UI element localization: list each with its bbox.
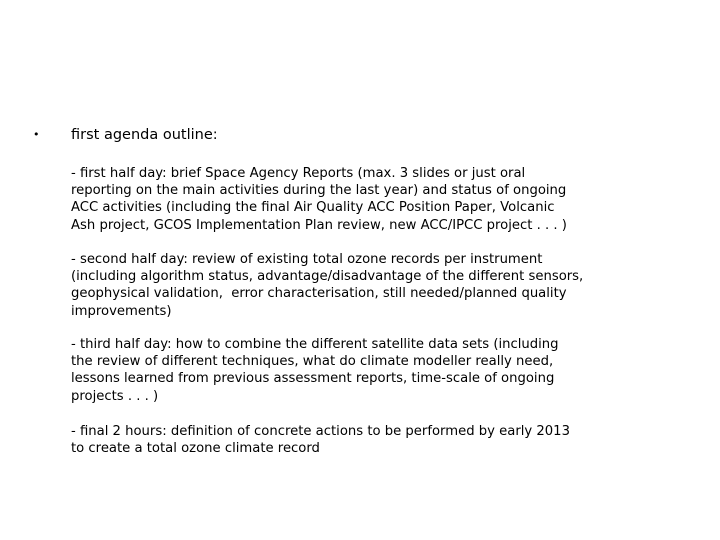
text-line: ACC activities (including the final Air Quality ACC Position Paper, Volcanic xyxy=(71,200,555,216)
text-line: geophysical validation, error characterisation, still needed/planned quality xyxy=(71,286,567,302)
text-line: (including algorithm status, advantage/disadvantage of the different sensors, xyxy=(71,269,584,285)
text-line: - third half day: how to combine the different satellite data sets (including xyxy=(71,337,559,352)
agenda-item-first-half-day xyxy=(71,165,711,234)
agenda-item-second-half-day xyxy=(71,251,711,320)
agenda-heading: first agenda outline: xyxy=(71,127,218,143)
text-line: - final 2 hours: definition of concrete actions to be performed by early 2013 xyxy=(71,424,570,439)
agenda-item-third-half-day xyxy=(71,336,711,405)
text-line: improvements) xyxy=(71,303,172,319)
text-line: projects . . . ) xyxy=(71,388,159,404)
agenda-item-final-two-hours xyxy=(71,423,711,457)
text-line: to create a total ozone climate record xyxy=(71,441,320,457)
bullet-symbol: • xyxy=(33,128,40,141)
text-line: the review of different techniques, what do climate modeller really need, xyxy=(71,354,554,370)
text-line: - first half day: brief Space Agency Reports (max. 3 slides or just oral xyxy=(71,166,526,181)
text-line: lessons learned from previous assessment reports, time-scale of ongoing xyxy=(71,371,555,387)
text-line: Ash project, GCOS Implementation Plan review, new ACC/IPCC project . . . ) xyxy=(71,217,567,233)
text-line: - second half day: review of existing total ozone records per instrument xyxy=(71,252,543,267)
text-line: reporting on the main activities during the last year) and status of ongoing xyxy=(71,183,567,199)
